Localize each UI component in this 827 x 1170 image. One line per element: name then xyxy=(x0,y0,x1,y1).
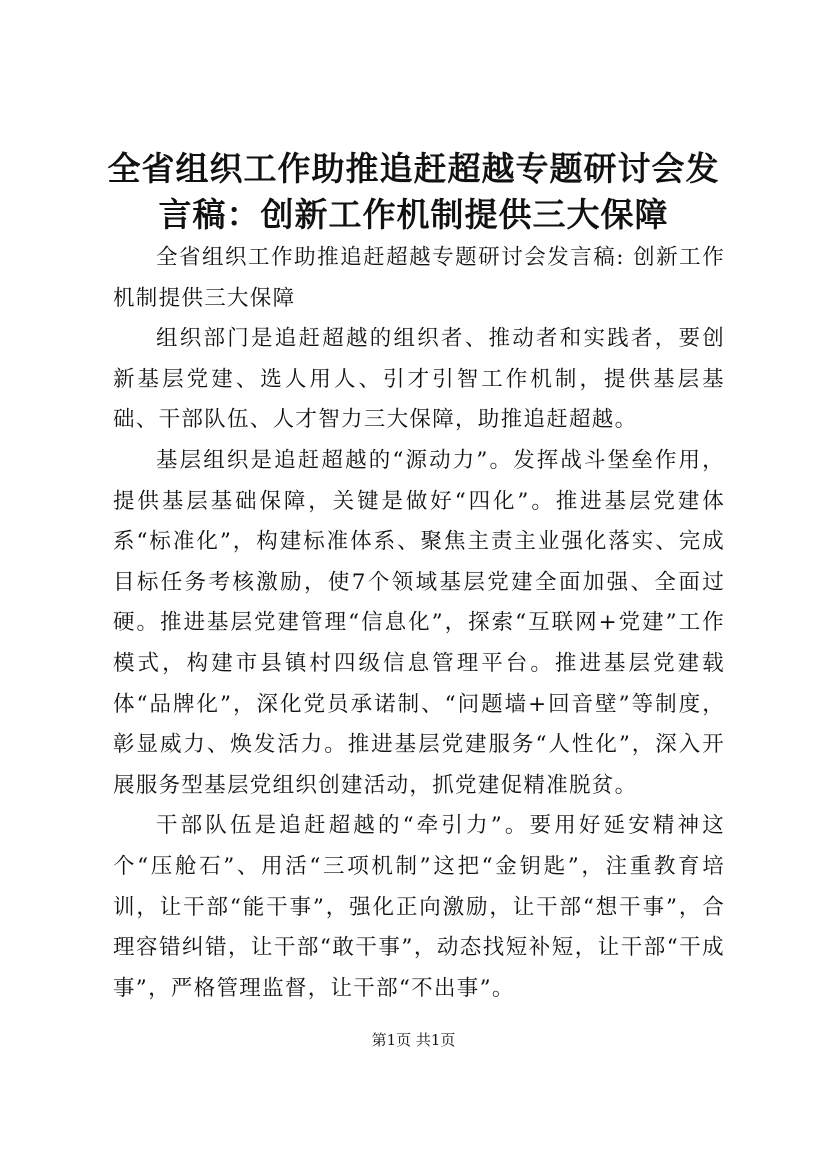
paragraph: 基层组织是追赶超越的“源动力”。发挥战斗堡垒作用，提供基层基础保障，关键是做好“四化”。推进基层党建体系“标准化”，构建标准体系、聚焦主责主业强化落实、完成目标任务考核激励，使7个领域基层党建全面加强、全面过硬。推进基层党建管理“信息化”，探索“互联网+党建”工作模式，构建市县镇村四级信息管理平台。推进基层党建载体“品牌化”，深化党员承诺制、“问题墙+回音壁”等制度，彰显威力、焕发活力。推进基层党建服务“人性化”，深入开展服务型基层党组织创建活动，抓党建促精准脱贫。 xyxy=(113,447,725,798)
paragraph: 干部队伍是追赶超越的“牵引力”。要用好延安精神这个“压舱石”、用活“三项机制”这把“金钥匙”，注重教育培训，让干部“能干事”，强化正向激励，让干部“想干事”，合理容错纠错，让干部“敢干事”，动态找短补短，让干部“干成事”，严格管理监督，让干部“不出事”。 xyxy=(113,813,725,1001)
page-footer: 第1页 共1页 xyxy=(371,1031,456,1049)
document-title: 全省组织工作助推追赶超越专题研讨会发言稿：创新工作机制提供三大保障 xyxy=(107,149,720,234)
paragraph: 组织部门是追赶超越的组织者、推动者和实践者，要创新基层党建、选人用人、引才引智工作机制，提供基层基础、干部队伍、人才智力三大保障，助推追赶超越。 xyxy=(113,326,725,433)
paragraph: 全省组织工作助推追赶超越专题研讨会发言稿: 创新工作机制提供三大保障 xyxy=(113,245,725,311)
document-body xyxy=(113,238,725,1009)
